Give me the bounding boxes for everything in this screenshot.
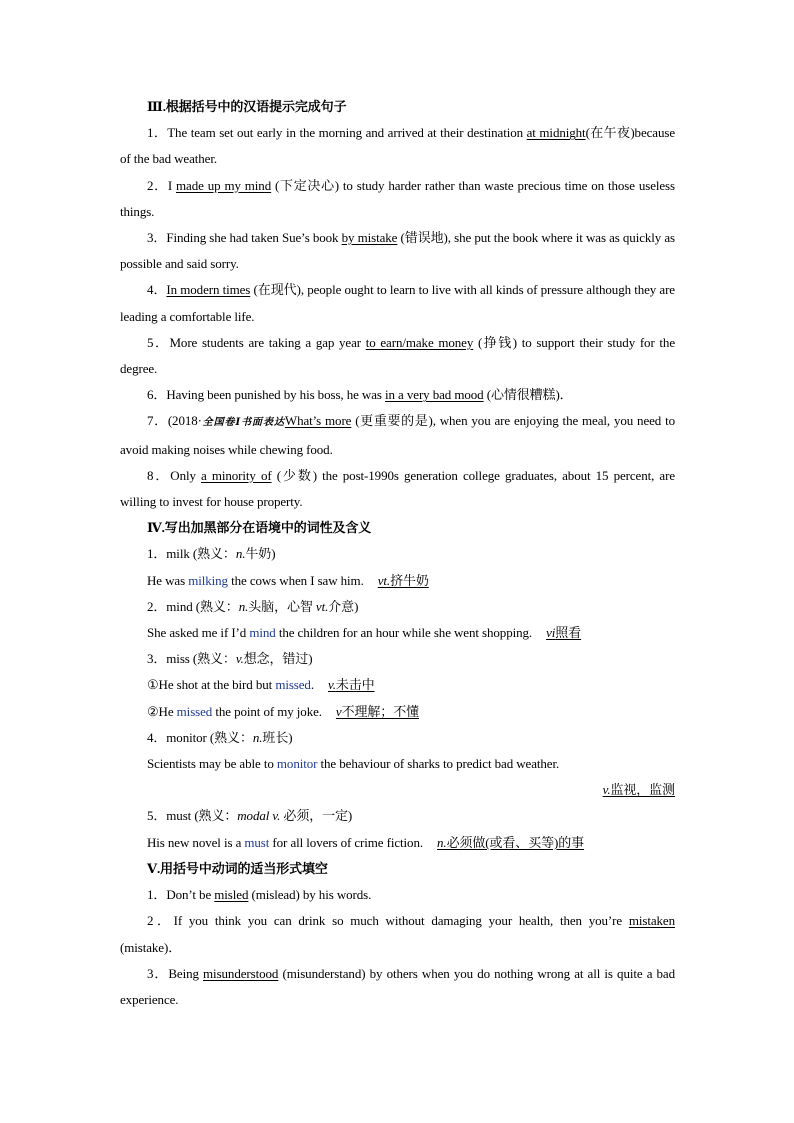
answer-blank: In modern times — [166, 282, 251, 298]
s4-word-3-sentence-2: ②He missed the point of my joke. v不理解；不懂 — [147, 703, 419, 719]
s4-word-4-answer — [120, 777, 675, 803]
answer-blank: vt.挤牛奶 — [377, 572, 429, 588]
section-4-heading: Ⅳ.写出加黑部分在语境中的词性及含义 — [147, 520, 372, 536]
s3-question-8: 8．Only a minority of (少数) the post-1990s generation college graduates, about 15 percent, are willing to invest for house property. — [120, 467, 675, 510]
answer-blank: made up my mind — [176, 177, 272, 193]
highlighted-word: mind — [249, 625, 276, 641]
answer-blank: misunderstood — [203, 965, 279, 981]
s3-question-6: 6．Having been punished by his boss, he was in a very bad mood (心情很糟糕)． — [147, 387, 573, 403]
s3-question-5: 5．More students are taking a gap year to earn/make money (挣钱) to support their study for the degree. — [120, 334, 675, 377]
s5-question-1: 1．Don’t be misled (mislead) by his words. — [147, 887, 372, 903]
s5-question-2: 2．If you think you can drink so much without damaging your health, then you’re mistaken (mistake)． — [120, 913, 675, 955]
answer-blank: v不理解；不懂 — [335, 703, 419, 719]
highlighted-word: must — [244, 834, 270, 850]
s4-word-1-head: 1．milk (熟义：n.牛奶) — [147, 546, 276, 562]
s3-question-3: 3．Finding she had taken Sue’s book by mistake (错误地), she put the book where it was as quickly as possible and said sorry. — [120, 230, 675, 272]
highlighted-word: milking — [188, 572, 228, 588]
s3-question-4: 4．In modern times (在现代), people ought to learn to live with all kinds of pressure although they are leading a comfortable life. — [120, 282, 675, 324]
highlighted-word: monitor — [276, 756, 318, 772]
answer-blank: a minority of — [201, 467, 272, 483]
answer-blank: at midnight — [526, 125, 586, 141]
answer-blank: vi照看 — [546, 625, 582, 641]
answer-blank: What’s more — [284, 413, 352, 429]
answer-blank: n.必须做(或看、买等)的事 — [437, 834, 585, 850]
s3-question-7: 7．(2018·全国卷Ⅰ书面表达What’s more (更重要的是), when you are enjoying the meal, you need to avoid making noises while chewing food. — [120, 413, 676, 457]
answer-blank: v.未击中 — [327, 677, 375, 693]
s4-word-5-head: 5．must (熟义：modal v. 必须，一定) — [147, 808, 353, 824]
s4-word-4-head: 4．monitor (熟义：n.班长) — [147, 729, 293, 745]
source-label: 全国卷Ⅰ书面表达 — [201, 417, 285, 429]
s4-word-3-sentence-1: ①He shot at the bird but missed. v.未击中 — [147, 677, 375, 693]
s4-word-4-sentence: Scientists may be able to monitor the behaviour of sharks to predict bad weather. — [147, 756, 560, 772]
answer-blank: by mistake — [341, 230, 398, 246]
answer-blank: misled — [214, 887, 249, 903]
s4-word-2-head: 2．mind (熟义：n.头脑，心智 vt.介意) — [147, 598, 359, 614]
s4-word-1-sentence: He was milking the cows when I saw him. vt.挤牛奶 — [147, 572, 429, 588]
answer-blank: to earn/make money — [365, 334, 474, 350]
answer-blank: v.监视，监测 — [602, 782, 675, 798]
s4-word-5-sentence: His new novel is a must for all lovers of crime fiction. n.必须做(或看、买等)的事 — [147, 834, 585, 850]
s5-question-3: 3．Being misunderstood (misunderstand) by others when you do nothing wrong at all is quite a bad experience. — [120, 965, 675, 1007]
section-5-heading: Ⅴ.用括号中动词的适当形式填空 — [147, 860, 328, 876]
s4-word-3-head: 3．miss (熟义：v.想念，错过) — [147, 651, 313, 667]
highlighted-word: missed — [176, 703, 213, 719]
s4-word-2-sentence: She asked me if I’d mind the children for an hour while she went shopping. vi照看 — [147, 625, 582, 641]
s3-question-2: 2．I made up my mind (下定决心) to study harder rather than waste precious time on those useless things. — [120, 177, 675, 219]
highlighted-word: missed — [275, 677, 311, 693]
document-content — [120, 94, 675, 1013]
answer-blank: mistaken — [628, 913, 675, 929]
answer-blank: in a very bad mood — [385, 387, 484, 403]
s3-question-1: 1．The team set out early in the morning and arrived at their destination at midnight(在午夜)because of the bad weather. — [120, 125, 675, 167]
section-3-heading: Ⅲ.根据括号中的汉语提示完成句子 — [147, 99, 347, 114]
